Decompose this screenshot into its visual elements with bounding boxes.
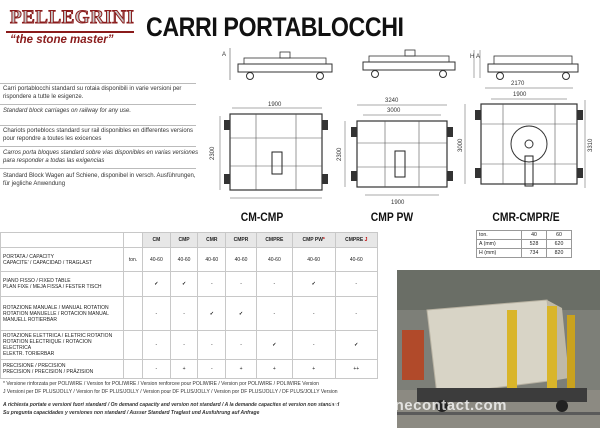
divider — [0, 125, 196, 126]
description-es: Carros porta bloques standard sobre vias disponibles en varias versiones para responder a todas las exigencias — [3, 150, 199, 164]
table-cell: - — [292, 331, 335, 360]
footnote-on-demand-es-de: Su pregunta capacidades y versiones non standard / Ausser Standard Traglast und Ausfuhrung auf Anfrage — [3, 410, 260, 416]
drawing-cm-cmp-side — [220, 46, 340, 96]
divider — [0, 104, 196, 105]
drawing-cmp-pw-side — [355, 46, 465, 90]
dim-3240: 3240 — [385, 98, 399, 104]
model-label-cm-cmp: CM-CMP — [240, 212, 284, 224]
description-it: Carri portablocchi standard su rotaia disponibili in varie versioni per rispondere a tutte le esigenze. — [3, 86, 182, 100]
column-header: CM — [143, 233, 171, 248]
column-header: CMP — [170, 233, 198, 248]
dim-3310: 3310 — [588, 138, 594, 152]
table-cell: 820 — [547, 249, 572, 258]
table-cell: ✓ — [256, 331, 292, 360]
column-header: CMR — [198, 233, 226, 248]
divider — [0, 83, 196, 84]
footnote-on-demand: A richiesta portate e versioni fuori standard / On demand capacity and version not standard / A la demande capacites et version non standard — [3, 402, 340, 408]
row-unit — [124, 360, 143, 379]
table-row — [1, 297, 378, 331]
table-cell: ✓ — [143, 272, 171, 297]
table-cell: - — [143, 297, 171, 331]
logo: PELLEGRINI — [10, 7, 135, 28]
dim-h: H — [470, 54, 475, 60]
table-row — [477, 240, 572, 249]
footnote-jolly: J Versioni per DF PLUS/JOLLY / Version for DF PLUS/JOLLY / Version pour DF PLUS/JOLLY / Version por DF PLUS/JOLLY / DF PLUS/JOLLY Version — [3, 389, 338, 395]
row-unit — [124, 331, 143, 360]
row-label: PORTATA / CAPACITY CAPACITE’ / CAPACIDAD / TRAGLAST — [1, 248, 124, 272]
table-cell: ✓ — [170, 272, 198, 297]
table-cell: - — [292, 297, 335, 331]
table-cell: - — [256, 297, 292, 331]
dim-1900: 1900 — [513, 92, 527, 98]
table-cell: 528 — [522, 240, 547, 249]
row-label: PRECISIONE / PRECISION PRECISION / PRECISION / PRÄZISION — [1, 360, 124, 379]
drawing-cmr-plan — [455, 80, 595, 210]
column-header: CMPRE J — [335, 233, 377, 248]
drawing-cm-cmp-plan — [200, 98, 335, 210]
dim-height: 2300 — [210, 146, 216, 160]
dim-1900: 1900 — [391, 200, 405, 206]
dimension-table — [476, 230, 572, 258]
table-cell: - — [170, 297, 198, 331]
drawing-cmp-pw-plan — [335, 95, 460, 210]
table-cell: H (mm) — [477, 249, 522, 258]
model-label-cmr-cmpr-e: CMR-CMPR/E — [492, 212, 560, 224]
table-cell: + — [256, 360, 292, 379]
row-unit — [124, 272, 143, 297]
dim-3000: 3000 — [387, 108, 401, 114]
table-cell: ton. — [477, 231, 522, 240]
table-cell: - — [198, 331, 226, 360]
table-cell: ++ — [335, 360, 377, 379]
table-cell: - — [335, 272, 377, 297]
table-header-blank — [1, 233, 124, 248]
table-cell: 40-60 — [256, 248, 292, 272]
column-header: CMPR — [226, 233, 257, 248]
table-row — [1, 248, 378, 272]
table-cell: 40-60 — [143, 248, 171, 272]
table-cell: - — [198, 360, 226, 379]
table-cell: 40-60 — [198, 248, 226, 272]
model-label-cmp-pw: CMP PW — [370, 212, 414, 224]
watermark: www.stonecontact.com — [330, 397, 507, 414]
table-cell: ✓ — [198, 297, 226, 331]
description-fr: Chariots porteblocs standard sur rail disponibles en differentes versions pour repondre a toutes les exicences — [3, 128, 193, 142]
table-cell: 734 — [522, 249, 547, 258]
table-row — [1, 272, 378, 297]
column-header: CMP PW* — [292, 233, 335, 248]
table-cell: ✓ — [335, 331, 377, 360]
dim-2300: 2300 — [337, 147, 343, 161]
table-cell: - — [143, 360, 171, 379]
table-cell: A (mm) — [477, 240, 522, 249]
dim-3000: 3000 — [458, 138, 464, 152]
table-cell: - — [256, 272, 292, 297]
description-en: Standard block carriages on railway for any use. — [3, 108, 132, 114]
row-label: ROTAZIONE ELETTRICA / ELETRIC ROTATION ROTATION ELECTRIQUE / ROTACION ELECTRICA ELEKTR. TORIERBAR — [1, 331, 124, 360]
table-cell: - — [335, 297, 377, 331]
table-cell: + — [170, 360, 198, 379]
table-cell: 40-60 — [170, 248, 198, 272]
table-cell: ✓ — [226, 297, 257, 331]
table-cell: - — [226, 331, 257, 360]
row-unit — [124, 297, 143, 331]
page-title: CARRI PORTABLOCCHI — [146, 12, 404, 42]
table-cell: - — [143, 331, 171, 360]
table-header-row — [1, 233, 378, 248]
footnote-poliwire: * Versione rinforzata per POLIWIRE / Version for POLIWIRE / Version renforcee pour POLIWIRE / Version por POLIWIRE / POLIWIRE Version — [3, 381, 319, 387]
row-label: ROTAZIONE MANUALE / MANUAL ROTATION ROTATION MANUELLE / ROTACION MANUAL MANUELL ROTIERBAR — [1, 297, 124, 331]
dim-a: A — [222, 52, 227, 58]
row-label: PIANO FISSO / FIXED TABLE PLAN FIXE / MEJA FISSA / FESTER TISCH — [1, 272, 124, 297]
table-row — [1, 360, 378, 379]
spec-table — [0, 232, 378, 379]
divider — [0, 168, 196, 169]
table-cell: 40-60 — [292, 248, 335, 272]
dim-a: A — [476, 54, 481, 60]
table-cell: - — [170, 331, 198, 360]
table-cell: 40 — [522, 231, 547, 240]
dim-width: 1900 — [268, 102, 282, 108]
version-marker: * — [322, 237, 325, 243]
table-row — [477, 249, 572, 258]
table-cell: ✓ — [292, 272, 335, 297]
table-cell: - — [198, 272, 226, 297]
description-de: Standard Block Wagen auf Schiene, disponibel in versch. Ausführungen, für jegliche Anwendung — [3, 173, 196, 187]
divider — [0, 146, 196, 147]
table-cell: - — [226, 272, 257, 297]
table-row — [1, 331, 378, 360]
table-cell: 620 — [547, 240, 572, 249]
logo-underline — [6, 31, 134, 33]
table-cell: 40-60 — [226, 248, 257, 272]
table-header-unit — [124, 233, 143, 248]
dim-2170: 2170 — [511, 81, 525, 87]
tagline: “the stone master” — [10, 34, 114, 46]
table-cell: 60 — [547, 231, 572, 240]
table-cell: + — [292, 360, 335, 379]
table-cell: 40-60 — [335, 248, 377, 272]
row-unit: ton. — [124, 248, 143, 272]
table-row — [477, 231, 572, 240]
version-marker: J — [364, 237, 368, 243]
column-header: CMPRE — [256, 233, 292, 248]
table-cell: + — [226, 360, 257, 379]
